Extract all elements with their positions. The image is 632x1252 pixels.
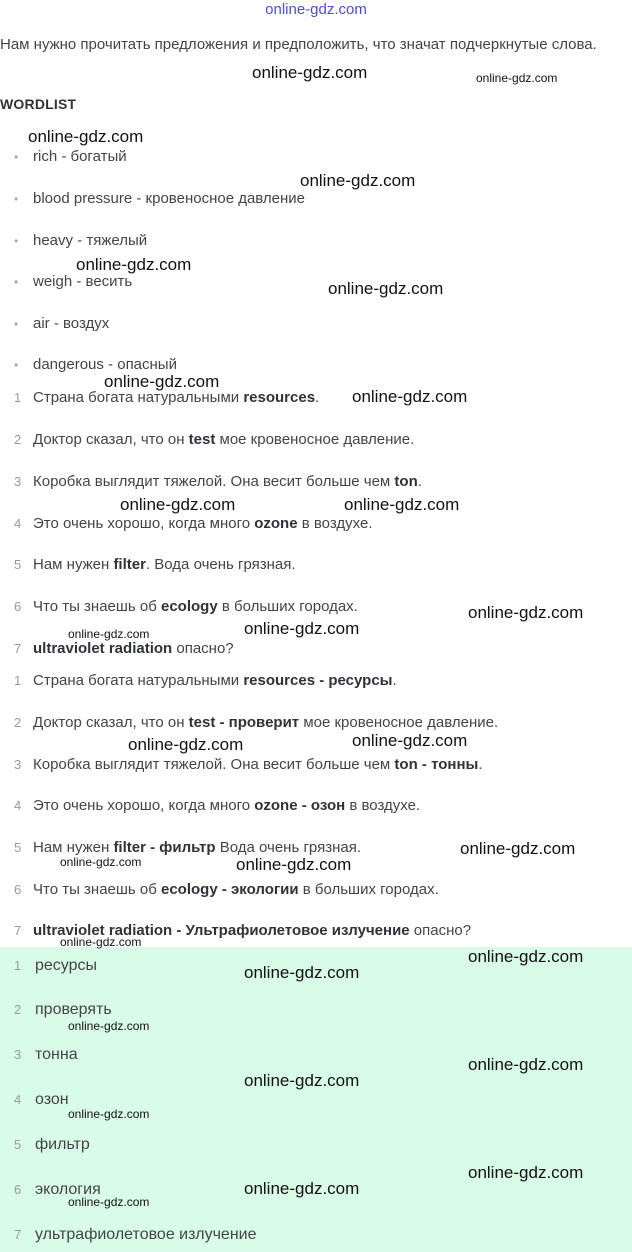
watermark: online-gdz.com: [252, 63, 368, 82]
wordlist-item: • air - воздух: [14, 315, 110, 332]
sentence-item: 2 Доктор сказал, что он test мое кровеносное давление.: [14, 431, 415, 448]
watermark: online-gdz.com: [68, 1195, 150, 1209]
sentence-item: 6 Что ты знаешь об ecology в больших городах.: [14, 598, 358, 615]
bullet-icon: •: [14, 275, 19, 289]
translated-item: 1 Страна богата натуральными resources - ресурсы.: [14, 672, 397, 689]
answer-item: 6 экология: [14, 1181, 101, 1198]
watermark: online-gdz.com: [328, 279, 444, 298]
bullet-icon: •: [14, 150, 19, 164]
sentence-item: 3 Коробка выглядит тяжелой. Она весит больше чем ton.: [14, 473, 422, 490]
watermark: online-gdz.com: [60, 855, 142, 869]
answer-item: 7 ультрафиолетовое излучение: [14, 1226, 257, 1243]
translated-item: 5 Нам нужен filter - фильтр Вода очень грязная.: [14, 839, 362, 856]
watermark: online-gdz.com: [76, 255, 192, 274]
translated-item: 3 Коробка выглядит тяжелой. Она весит больше чем ton - тонны.: [14, 756, 483, 773]
watermark: online-gdz.com: [352, 731, 468, 750]
sentence-item: 1 Страна богата натуральными resources.: [14, 389, 320, 406]
watermark: online-gdz.com: [468, 603, 584, 622]
watermark: online-gdz.com: [236, 855, 352, 874]
wordlist-item: • dangerous - опасный: [14, 356, 177, 373]
site-header-logo[interactable]: online-gdz.com: [265, 1, 367, 18]
sentence-item: 5 Нам нужен filter. Вода очень грязная.: [14, 556, 296, 573]
watermark: online-gdz.com: [468, 947, 584, 966]
wordlist-item: • rich - богатый: [14, 148, 127, 165]
watermark: online-gdz.com: [104, 372, 220, 391]
watermark: online-gdz.com: [128, 735, 244, 754]
watermark: online-gdz.com: [60, 935, 142, 949]
watermark: online-gdz.com: [476, 71, 558, 85]
bullet-icon: •: [14, 192, 19, 206]
watermark: online-gdz.com: [244, 963, 360, 982]
watermark: online-gdz.com: [68, 1107, 150, 1121]
answer-item: 5 фильтр: [14, 1136, 90, 1153]
translated-item: 2 Доктор сказал, что он test - проверит мое кровеносное давление.: [14, 714, 499, 731]
wordlist-item: • heavy - тяжелый: [14, 232, 148, 249]
watermark: online-gdz.com: [244, 1071, 360, 1090]
watermark: online-gdz.com: [344, 495, 460, 514]
answer-item: 3 тонна: [14, 1046, 78, 1063]
watermark: online-gdz.com: [68, 1019, 150, 1033]
watermark: online-gdz.com: [352, 387, 468, 406]
sentence-item: 4 Это очень хорошо, когда много ozone в воздухе.: [14, 515, 373, 532]
wordlist-title: WORDLIST: [0, 96, 77, 112]
translated-item: 6 Что ты знаешь об ecology - экологии в больших городах.: [14, 881, 439, 898]
translated-item: 4 Это очень хорошо, когда много ozone - озон в воздухе.: [14, 797, 421, 814]
watermark: online-gdz.com: [468, 1055, 584, 1074]
bullet-icon: •: [14, 317, 19, 331]
watermark: online-gdz.com: [460, 839, 576, 858]
sentence-item: 7 ultraviolet radiation опасно?: [14, 640, 234, 657]
answer-item: 2 проверять: [14, 1001, 112, 1018]
watermark: online-gdz.com: [68, 627, 150, 641]
watermark: online-gdz.com: [120, 495, 236, 514]
watermark: online-gdz.com: [300, 171, 416, 190]
answer-item: 1 ресурсы: [14, 957, 98, 974]
bullet-icon: •: [14, 358, 19, 372]
task-intro: Нам нужно прочитать предложения и предположить, что значат подчеркнутые слова.: [0, 36, 597, 53]
wordlist-item: • blood pressure - кровеносное давление: [14, 190, 306, 207]
wordlist-item: • weigh - весить: [14, 273, 133, 290]
translated-item: 7 ultraviolet radiation - Ультрафиолетовое излучение опасно?: [14, 922, 472, 939]
bullet-icon: •: [14, 234, 19, 248]
watermark: online-gdz.com: [468, 1163, 584, 1182]
answer-item: 4 озон: [14, 1091, 69, 1108]
watermark: online-gdz.com: [244, 1179, 360, 1198]
watermark: online-gdz.com: [244, 619, 360, 638]
watermark: online-gdz.com: [28, 127, 144, 146]
